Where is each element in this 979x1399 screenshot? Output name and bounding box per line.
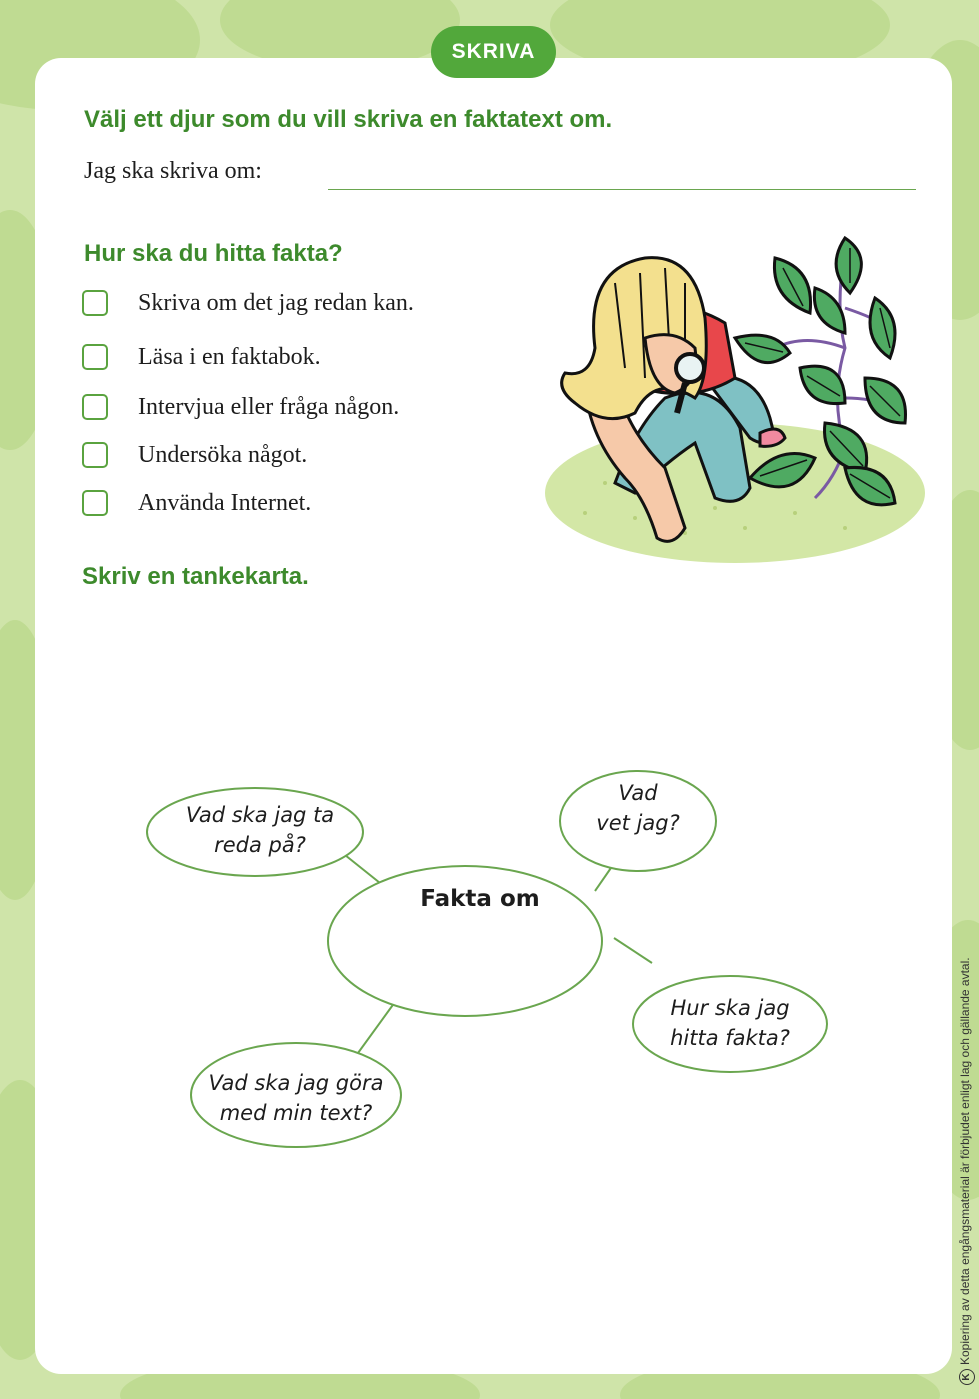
copyright-text: Kopiering av detta engångsmaterial är förbjudet enligt lag och gällande avtal. (958, 957, 972, 1365)
option-label: Undersöka något. (138, 442, 308, 468)
write-about-answer-line[interactable] (328, 189, 916, 190)
option-label: Läsa i en faktabok. (138, 344, 321, 370)
option-label: Använda Internet. (138, 490, 312, 516)
write-about-label: Jag ska skriva om: (84, 158, 262, 184)
option-label: Intervjua eller fråga någon. (138, 394, 400, 420)
bubble-line: hitta fakta? (670, 1026, 790, 1050)
girl-with-magnifier-illustration (545, 228, 925, 573)
bubble-line: Vad ska jag ta (185, 803, 335, 827)
connector-line (358, 1002, 395, 1053)
checkbox[interactable] (82, 490, 108, 516)
bubble-line: med min text? (219, 1101, 373, 1125)
checkbox[interactable] (82, 290, 108, 316)
checkbox[interactable] (82, 442, 108, 468)
bubble-label (634, 993, 826, 1053)
bubble-line: Hur ska jag (670, 996, 790, 1020)
checkbox[interactable] (82, 394, 108, 420)
connector-line (614, 938, 652, 963)
bubble-label (560, 778, 716, 838)
bubble-line: vet jag? (596, 811, 680, 835)
copyright-k-icon: K (959, 1369, 975, 1385)
copyright-notice (958, 957, 975, 1385)
heading-find-facts: Hur ska du hitta fakta? (84, 240, 343, 267)
bubble-line: Vad (618, 781, 658, 805)
bubble-label (150, 800, 370, 860)
mindmap-center-label: Fakta om (420, 886, 540, 912)
bubble-line: Vad ska jag göra (208, 1071, 384, 1095)
bubble-label (188, 1068, 404, 1128)
option-label: Skriva om det jag redan kan. (138, 290, 414, 316)
heading-mindmap: Skriv en tankekarta. (82, 563, 309, 590)
checkbox[interactable] (82, 344, 108, 370)
bubble-line: reda på? (214, 833, 306, 857)
heading-choose-animal: Välj ett djur som du vill skriva en faktatext om. (84, 106, 613, 133)
section-tab-skriva: SKRIVA (431, 26, 556, 78)
